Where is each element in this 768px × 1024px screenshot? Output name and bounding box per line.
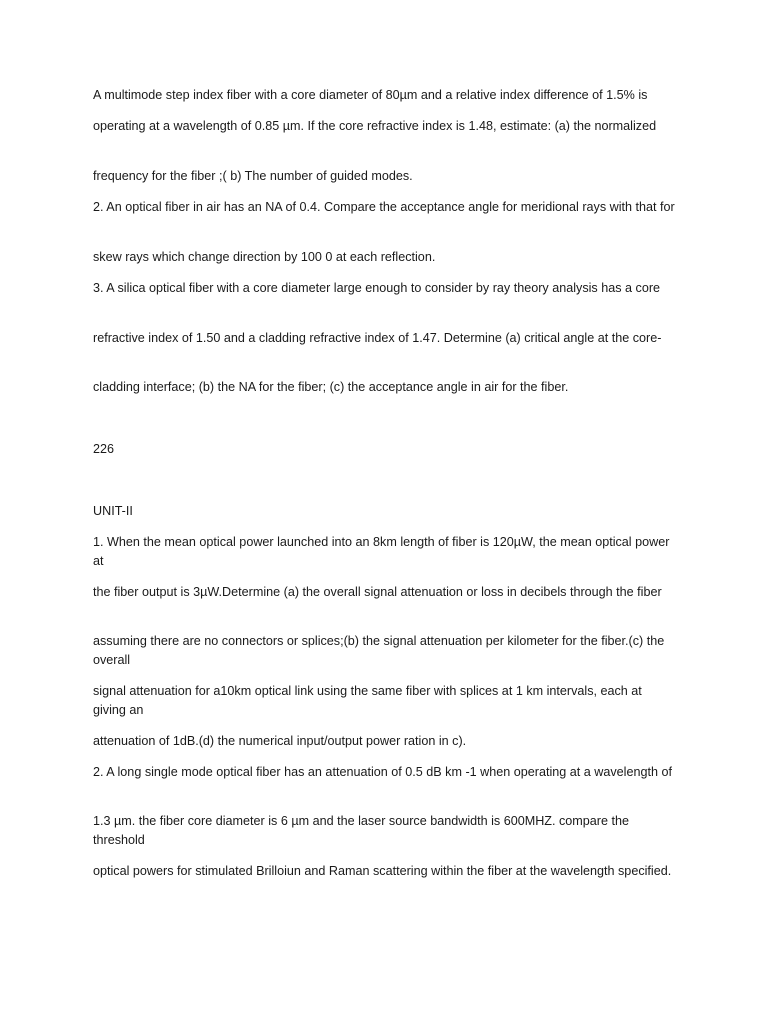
paragraph-11: assuming there are no connectors or splices;(b) the signal attenuation per kilometer for the fiber.(c) the overall (93, 634, 665, 667)
unit-heading: UNIT-II (93, 504, 133, 518)
paragraph-7: refractive index of 1.50 and a cladding refractive index of 1.47. Determine (a) critical angle at the core- (93, 331, 662, 345)
paragraph-10: the fiber output is 3µW.Determine (a) the overall signal attenuation or loss in decibels through the fiber (93, 585, 662, 599)
paragraph-13: attenuation of 1dB.(d) the numerical input/output power ration in c). (93, 734, 467, 748)
paragraph-16: optical powers for stimulated Brilloiun and Raman scattering within the fiber at the wavelength specified. (93, 864, 672, 878)
page-number: 226 (93, 442, 115, 456)
paragraph-9: 1. When the mean optical power launched into an 8km length of fiber is 120µW, the mean optical power at (93, 535, 670, 568)
paragraph-12: signal attenuation for a10km optical link using the same fiber with splices at 1 km intervals, each at giving an (93, 684, 642, 717)
paragraph-6: 3. A silica optical fiber with a core diameter large enough to consider by ray theory analysis has a core (93, 281, 661, 295)
paragraph-8: cladding interface; (b) the NA for the fiber; (c) the acceptance angle in air for the fiber. (93, 380, 569, 394)
paragraph-14: 2. A long single mode optical fiber has an attenuation of 0.5 dB km -1 when operating at a wavelength of (93, 765, 672, 779)
paragraph-4: 2. An optical fiber in air has an NA of 0.4. Compare the acceptance angle for meridional rays with that for (93, 200, 675, 214)
paragraph-5: skew rays which change direction by 100 0 at each reflection. (93, 250, 436, 264)
paragraph-15: 1.3 µm. the fiber core diameter is 6 µm and the laser source bandwidth is 600MHZ. compare the threshold (93, 814, 630, 847)
paragraph-1: A multimode step index fiber with a core diameter of 80µm and a relative index difference of 1.5% is (93, 88, 648, 102)
paragraph-2: operating at a wavelength of 0.85 µm. If the core refractive index is 1.48, estimate: (a) the normalized (93, 119, 657, 133)
paragraph-3: frequency for the fiber ;( b) The number of guided modes. (93, 169, 413, 183)
